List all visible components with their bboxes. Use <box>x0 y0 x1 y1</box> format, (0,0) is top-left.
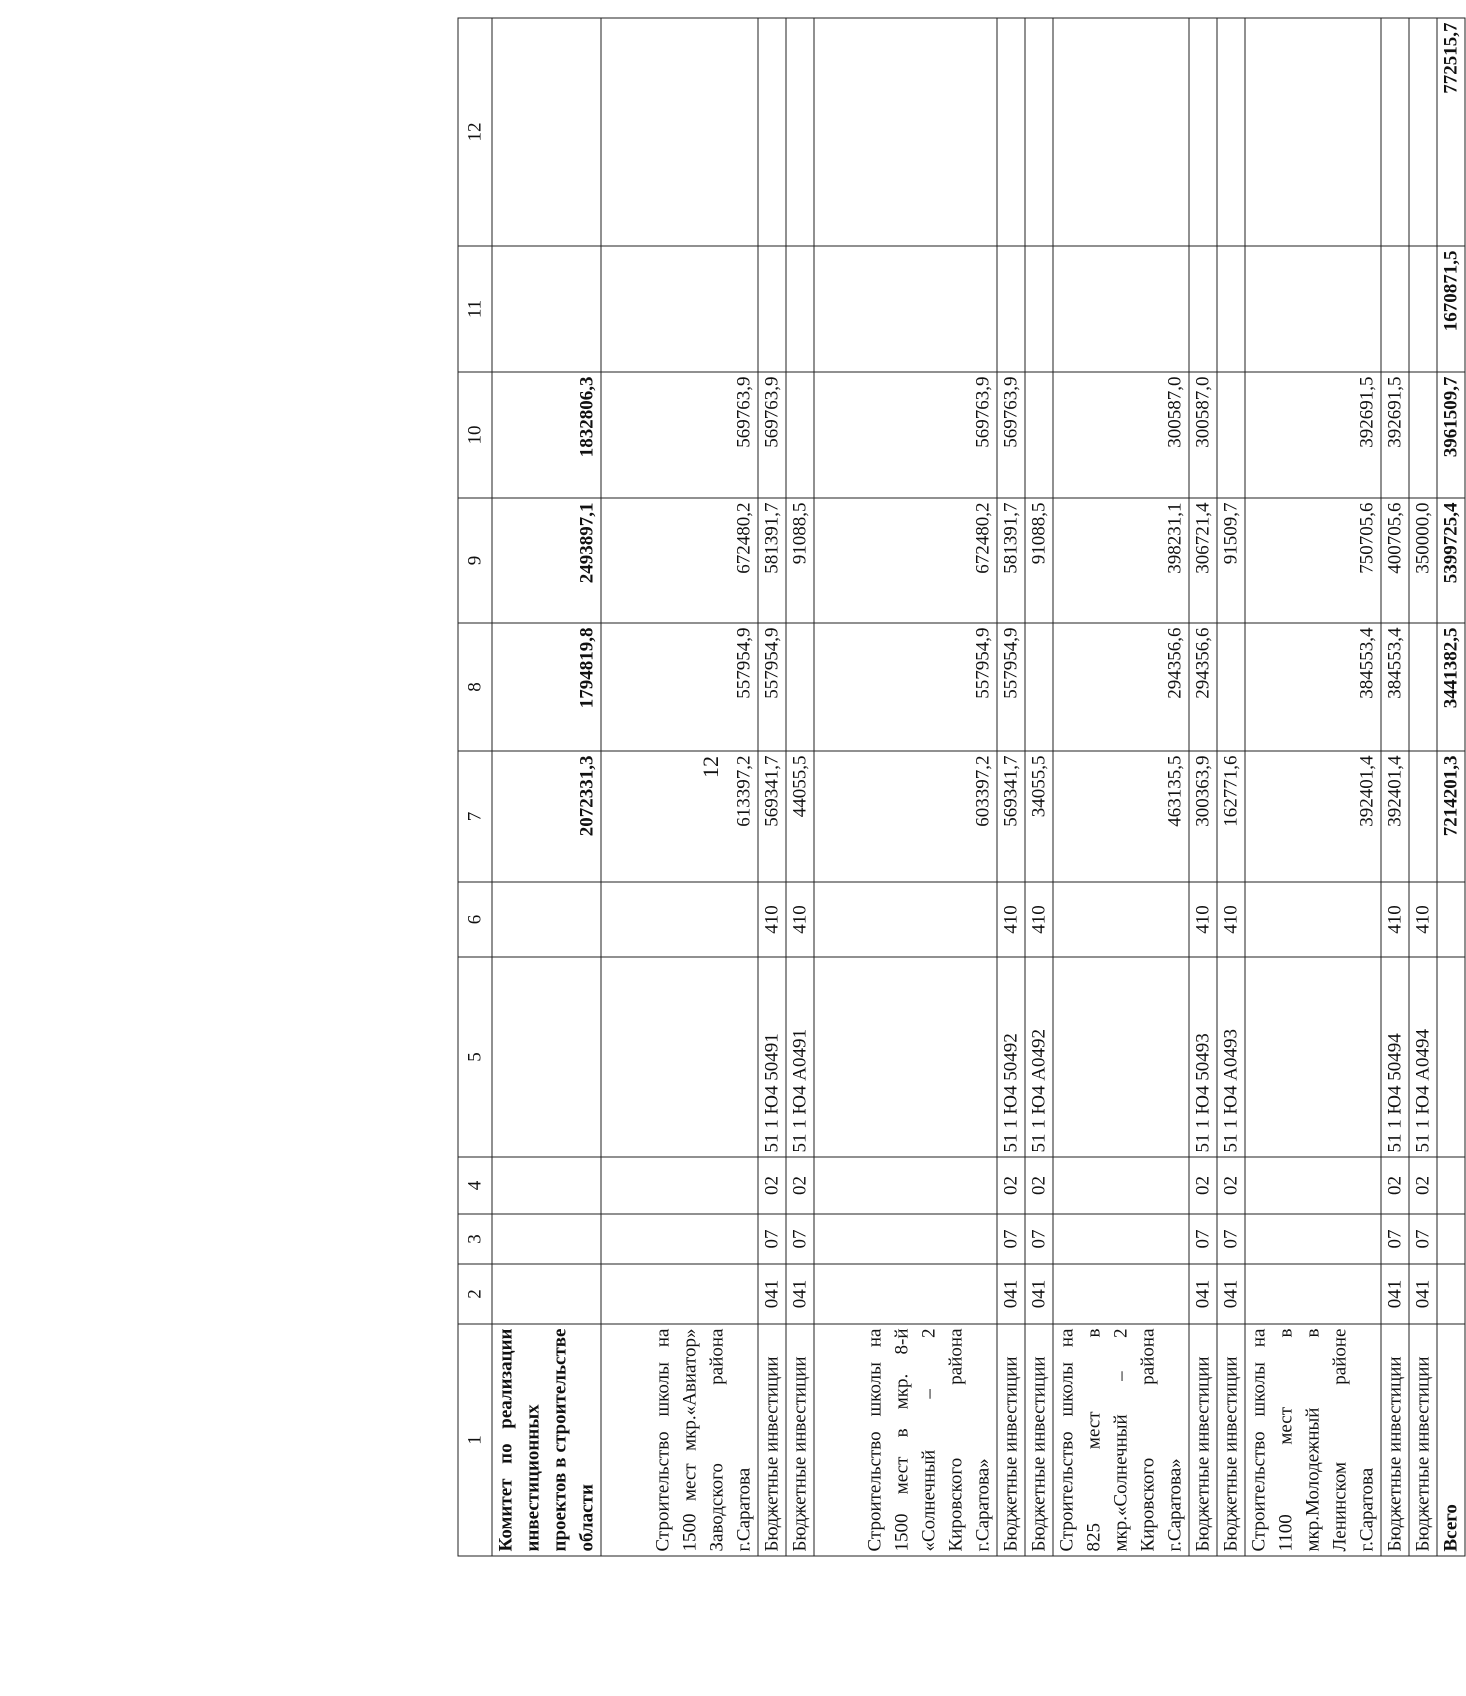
table-cell-col-9: 672480,2 <box>814 498 997 623</box>
table-cell-col-3: 07 <box>1381 1214 1409 1264</box>
table-cell-col-6 <box>492 882 601 957</box>
table-cell-col-8: 557954,9 <box>814 623 997 751</box>
table-cell-col-11 <box>1409 246 1437 372</box>
row-name: Бюджетные инвестиции <box>1189 1324 1217 1556</box>
table-cell-col-9: 91088,5 <box>786 498 814 623</box>
header-row <box>458 18 492 1556</box>
table-row <box>786 18 814 1556</box>
table-cell-col-6: 410 <box>1217 882 1245 957</box>
table-cell-col-11 <box>601 246 758 372</box>
table-cell-col-2: 041 <box>786 1264 814 1324</box>
column-number-10: 10 <box>458 372 492 498</box>
table-cell-col-7: 300363,9 <box>1189 751 1217 882</box>
table-cell-col-7: 392401,4 <box>1245 751 1381 882</box>
table-cell-col-11 <box>997 246 1025 372</box>
table-cell-col-12 <box>758 18 786 246</box>
table-cell-col-12 <box>1025 18 1053 246</box>
table-cell-col-6: 410 <box>1025 882 1053 957</box>
table-cell-col-3: 07 <box>758 1214 786 1264</box>
table-cell-col-11: 1670871,5 <box>1437 246 1465 372</box>
table-cell-col-2 <box>1245 1264 1381 1324</box>
table-cell-col-12 <box>1409 18 1437 246</box>
row-name: Бюджетные инвестиции <box>1025 1324 1053 1556</box>
column-number-6: 6 <box>458 882 492 957</box>
table-cell-col-9: 398231,1 <box>1053 498 1189 623</box>
column-number-4: 4 <box>458 1157 492 1214</box>
table-cell-col-6: 410 <box>1381 882 1409 957</box>
table-cell-col-9: 2493897,1 <box>492 498 601 623</box>
table-cell-col-8: 557954,9 <box>758 623 786 751</box>
table-cell-col-4 <box>492 1157 601 1214</box>
table-cell-col-2: 041 <box>1189 1264 1217 1324</box>
table-cell-col-6 <box>1437 882 1465 957</box>
table-cell-col-5: 51 1 Ю4 50493 <box>1189 957 1217 1157</box>
table-cell-col-11 <box>814 246 997 372</box>
table-cell-col-2: 041 <box>1381 1264 1409 1324</box>
table-cell-col-12 <box>1245 18 1381 246</box>
table-cell-col-9: 91088,5 <box>1025 498 1053 623</box>
table-cell-col-7: 2072331,3 <box>492 751 601 882</box>
table-cell-col-11 <box>1217 246 1245 372</box>
table-cell-col-4: 02 <box>1381 1157 1409 1214</box>
table-cell-col-2: 041 <box>1025 1264 1053 1324</box>
table-cell-col-6: 410 <box>1409 882 1437 957</box>
table-cell-col-2: 041 <box>758 1264 786 1324</box>
column-number-2: 2 <box>458 1264 492 1324</box>
table-cell-col-5: 51 1 Ю4 А0491 <box>786 957 814 1157</box>
table-cell-col-8: 294356,6 <box>1189 623 1217 751</box>
table-cell-col-4: 02 <box>1189 1157 1217 1214</box>
table-cell-col-10: 300587,0 <box>1189 372 1217 498</box>
table-cell-col-4: 02 <box>997 1157 1025 1214</box>
table-row <box>758 18 786 1556</box>
table-cell-col-8: 384553,4 <box>1381 623 1409 751</box>
table-cell-col-5: 51 1 Ю4 А0494 <box>1409 957 1437 1157</box>
table-cell-col-4: 02 <box>1217 1157 1245 1214</box>
table-cell-col-8: 294356,6 <box>1053 623 1189 751</box>
table-cell-col-6 <box>1053 882 1189 957</box>
table-cell-col-5: 51 1 Ю4 50492 <box>997 957 1025 1157</box>
table-cell-col-4: 02 <box>1409 1157 1437 1214</box>
table-cell-col-7: 7214201,3 <box>1437 751 1465 882</box>
table-cell-col-12 <box>1189 18 1217 246</box>
table-cell-col-10: 569763,9 <box>601 372 758 498</box>
table-cell-col-8: 3441382,5 <box>1437 623 1465 751</box>
budget-table <box>458 18 1466 1557</box>
table-cell-col-7: 603397,2 <box>814 751 997 882</box>
table-cell-col-12 <box>1053 18 1189 246</box>
table-cell-col-6: 410 <box>997 882 1025 957</box>
table-row <box>1245 18 1381 1556</box>
table-cell-col-12 <box>601 18 758 246</box>
table-cell-col-3 <box>492 1214 601 1264</box>
table-cell-col-4: 02 <box>1025 1157 1053 1214</box>
table-cell-col-12 <box>492 18 601 246</box>
row-name: Строительство школы на 825 мест в мкр.«Солнечный – 2 Кировского района г.Саратова» <box>1053 1324 1189 1556</box>
table-cell-col-10: 1832806,3 <box>492 372 601 498</box>
table-cell-col-9: 400705,6 <box>1381 498 1409 623</box>
rotated-table-wrapper <box>458 19 1462 1557</box>
row-name: Бюджетные инвестиции <box>786 1324 814 1556</box>
table-cell-col-2: 041 <box>997 1264 1025 1324</box>
table-cell-col-4: 02 <box>786 1157 814 1214</box>
table-cell-col-3 <box>1437 1214 1465 1264</box>
table-cell-col-10: 300587,0 <box>1053 372 1189 498</box>
row-name: Всего <box>1437 1324 1465 1556</box>
column-number-12: 12 <box>458 18 492 246</box>
table-cell-col-11 <box>1189 246 1217 372</box>
table-cell-col-10 <box>786 372 814 498</box>
table-cell-col-10: 3961509,7 <box>1437 372 1465 498</box>
table-cell-col-3 <box>1053 1214 1189 1264</box>
table-cell-col-3: 07 <box>1025 1214 1053 1264</box>
table-cell-col-8: 384553,4 <box>1245 623 1381 751</box>
table-row <box>1189 18 1217 1556</box>
table-cell-col-9: 350000,0 <box>1409 498 1437 623</box>
table-cell-col-2: 041 <box>1217 1264 1245 1324</box>
table-cell-col-2 <box>1437 1264 1465 1324</box>
table-cell-col-2 <box>1053 1264 1189 1324</box>
table-cell-col-7: 44055,5 <box>786 751 814 882</box>
table-row <box>1217 18 1245 1556</box>
table-cell-col-12 <box>1217 18 1245 246</box>
table-cell-col-6 <box>1245 882 1381 957</box>
table-cell-col-10: 569763,9 <box>758 372 786 498</box>
table-cell-col-10 <box>1025 372 1053 498</box>
table-cell-col-9: 91509,7 <box>1217 498 1245 623</box>
table-cell-col-8: 557954,9 <box>601 623 758 751</box>
table-cell-col-8 <box>1025 623 1053 751</box>
table-cell-col-3: 07 <box>1189 1214 1217 1264</box>
table-cell-col-10: 569763,9 <box>997 372 1025 498</box>
table-cell-col-5: 51 1 Ю4 50491 <box>758 957 786 1157</box>
row-name: Строительство школы на 1100 мест в мкр.Молодежный в Ленинском районе г.Саратова <box>1245 1324 1381 1556</box>
table-cell-col-8 <box>1409 623 1437 751</box>
table-cell-col-8 <box>786 623 814 751</box>
table-cell-col-3: 07 <box>1217 1214 1245 1264</box>
table-cell-col-11 <box>492 246 601 372</box>
table-cell-col-5: 51 1 Ю4 50494 <box>1381 957 1409 1157</box>
column-number-8: 8 <box>458 623 492 751</box>
table-cell-col-2 <box>492 1264 601 1324</box>
table-cell-col-5 <box>814 957 997 1157</box>
table-cell-col-3 <box>1245 1214 1381 1264</box>
table-cell-col-3: 07 <box>997 1214 1025 1264</box>
table-cell-col-12: 772515,7 <box>1437 18 1465 246</box>
table-cell-col-7 <box>1409 751 1437 882</box>
table-cell-col-4 <box>1245 1157 1381 1214</box>
table-cell-col-10: 392691,5 <box>1245 372 1381 498</box>
table-cell-col-2: 041 <box>1409 1264 1437 1324</box>
table-cell-col-6: 410 <box>786 882 814 957</box>
table-cell-col-9: 581391,7 <box>997 498 1025 623</box>
table-cell-col-7: 569341,7 <box>997 751 1025 882</box>
table-cell-col-4 <box>814 1157 997 1214</box>
row-name: Бюджетные инвестиции <box>1217 1324 1245 1556</box>
table-row <box>1409 18 1437 1556</box>
table-cell-col-12 <box>1381 18 1409 246</box>
table-cell-col-12 <box>997 18 1025 246</box>
column-number-11: 11 <box>458 246 492 372</box>
table-cell-col-3: 07 <box>786 1214 814 1264</box>
table-row <box>1053 18 1189 1556</box>
table-cell-col-9: 672480,2 <box>601 498 758 623</box>
column-number-5: 5 <box>458 957 492 1157</box>
table-cell-col-3 <box>814 1214 997 1264</box>
column-number-7: 7 <box>458 751 492 882</box>
table-cell-col-5 <box>492 957 601 1157</box>
table-cell-col-10: 569763,9 <box>814 372 997 498</box>
table-cell-col-12 <box>786 18 814 246</box>
row-name: Комитет по реализации инвестиционных проектов в строительстве области <box>492 1324 601 1556</box>
table-cell-col-8 <box>1217 623 1245 751</box>
table-cell-col-4 <box>601 1157 758 1214</box>
table-cell-col-8: 1794819,8 <box>492 623 601 751</box>
row-name: Бюджетные инвестиции <box>997 1324 1025 1556</box>
table-cell-col-7: 569341,7 <box>758 751 786 882</box>
table-cell-col-3 <box>601 1214 758 1264</box>
table-cell-col-5: 51 1 Ю4 А0493 <box>1217 957 1245 1157</box>
table-cell-col-9: 306721,4 <box>1189 498 1217 623</box>
table-cell-col-6 <box>814 882 997 957</box>
table-row <box>1381 18 1409 1556</box>
table-cell-col-5 <box>1245 957 1381 1157</box>
table-row <box>997 18 1025 1556</box>
table-cell-col-7: 162771,6 <box>1217 751 1245 882</box>
table-cell-col-3: 07 <box>1409 1214 1437 1264</box>
table-cell-col-7: 613397,2 <box>601 751 758 882</box>
column-number-1: 1 <box>458 1324 492 1556</box>
table-cell-col-7: 392401,4 <box>1381 751 1409 882</box>
table-row <box>601 18 758 1556</box>
table-cell-col-11 <box>1245 246 1381 372</box>
table-cell-col-8: 557954,9 <box>997 623 1025 751</box>
table-cell-col-4: 02 <box>758 1157 786 1214</box>
table-cell-col-11 <box>1053 246 1189 372</box>
table-cell-col-5: 51 1 Ю4 А0492 <box>1025 957 1053 1157</box>
table-cell-col-4 <box>1053 1157 1189 1214</box>
table-cell-col-9: 581391,7 <box>758 498 786 623</box>
table-cell-col-10: 392691,5 <box>1381 372 1409 498</box>
row-name: Строительство школы на 1500 мест в мкр. 8-й «Солнечный – 2 Кировского района г.Саратова» <box>814 1324 997 1556</box>
row-name: Бюджетные инвестиции <box>1381 1324 1409 1556</box>
table-cell-col-4 <box>1437 1157 1465 1214</box>
table-cell-col-6 <box>601 882 758 957</box>
row-name: Бюджетные инвестиции <box>1409 1324 1437 1556</box>
table-row <box>492 18 601 1556</box>
table-cell-col-2 <box>814 1264 997 1324</box>
table-cell-col-10 <box>1409 372 1437 498</box>
table-cell-col-11 <box>1025 246 1053 372</box>
table-cell-col-7: 34055,5 <box>1025 751 1053 882</box>
table-cell-col-11 <box>1381 246 1409 372</box>
table-cell-col-6: 410 <box>1189 882 1217 957</box>
table-cell-col-11 <box>786 246 814 372</box>
table-cell-col-9: 5399725,4 <box>1437 498 1465 623</box>
total-row <box>1437 18 1465 1556</box>
table-cell-col-2 <box>601 1264 758 1324</box>
page-number: 12 <box>698 756 723 778</box>
table-cell-col-5 <box>1437 957 1465 1157</box>
table-cell-col-5 <box>601 957 758 1157</box>
table-cell-col-11 <box>758 246 786 372</box>
row-name: Бюджетные инвестиции <box>758 1324 786 1556</box>
table-cell-col-5 <box>1053 957 1189 1157</box>
table-row <box>1025 18 1053 1556</box>
table-cell-col-10 <box>1217 372 1245 498</box>
column-number-9: 9 <box>458 498 492 623</box>
table-cell-col-9: 750705,6 <box>1245 498 1381 623</box>
table-cell-col-6: 410 <box>758 882 786 957</box>
column-number-3: 3 <box>458 1214 492 1264</box>
row-name: Строительство школы на 1500 мест мкр.«Авиатор» Заводского района г.Саратова <box>601 1324 758 1556</box>
table-cell-col-7: 463135,5 <box>1053 751 1189 882</box>
table-cell-col-12 <box>814 18 997 246</box>
table-row <box>814 18 997 1556</box>
